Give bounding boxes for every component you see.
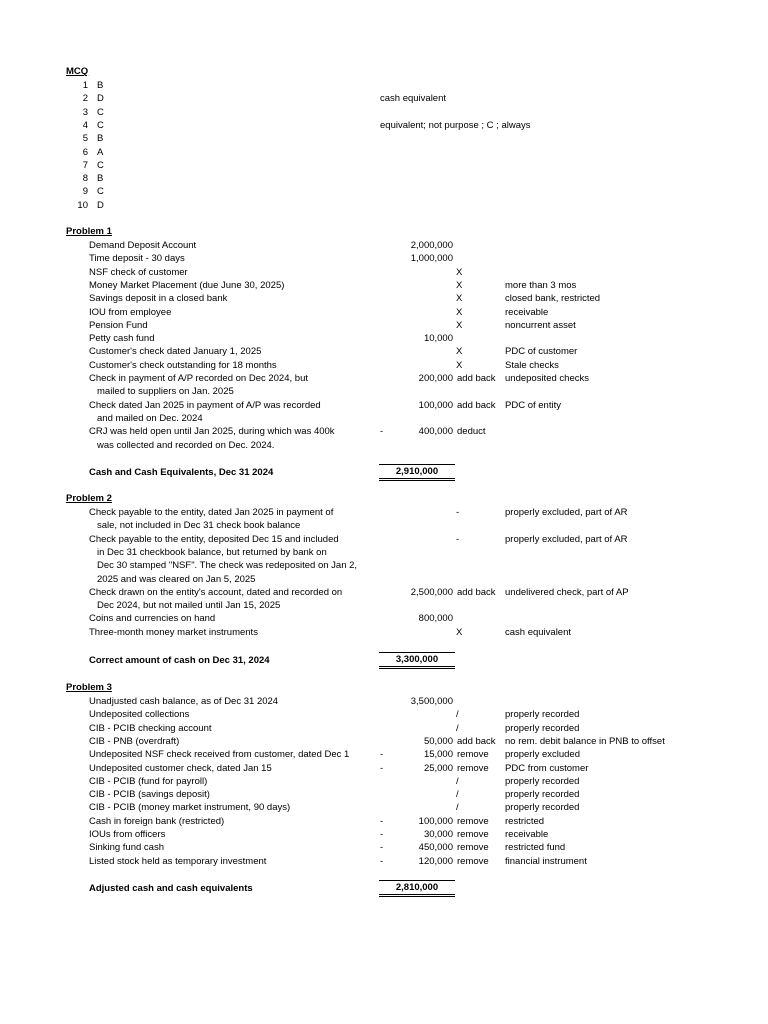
mcq-number: 9 [82, 186, 88, 198]
row-amount: 25,000 [423, 762, 453, 774]
row-label: Undeposited collections [89, 709, 190, 721]
sign-mark: - [380, 749, 384, 761]
exclusion-mark: X [456, 359, 463, 371]
adjustment-note: remove [457, 762, 489, 774]
row-remark: properly excluded, part of AR [505, 533, 628, 545]
row-remark: properly excluded [505, 749, 580, 761]
row-remark: properly recorded [505, 789, 580, 801]
adjustment-note: add back [457, 735, 496, 747]
exclusion-mark: X [456, 293, 463, 305]
problem2-total: 3,300,000 [379, 652, 455, 669]
mcq-answer: C [97, 186, 104, 198]
row-remark: noncurrent asset [505, 319, 576, 331]
adjustment-note: remove [457, 749, 489, 761]
row-remark: properly recorded [505, 722, 580, 734]
row-amount: 120,000 [418, 855, 453, 867]
row-label: Three-month money market instruments [89, 626, 258, 638]
row-label: Unadjusted cash balance, as of Dec 31 2024 [89, 696, 279, 707]
row-remark: PDC of customer [505, 346, 578, 358]
exclusion-mark: / [456, 709, 459, 721]
exclusion-mark: / [456, 722, 459, 734]
problem3-total: 2,810,000 [379, 880, 455, 897]
row-amount: 30,000 [423, 829, 453, 840]
row-amount: 100,000 [418, 815, 453, 827]
exclusion-mark: X [456, 306, 463, 318]
row-remark: PDC of entity [505, 399, 561, 411]
row-label: Undeposited customer check, dated Jan 15 [89, 762, 272, 774]
mcq-number: 10 [77, 199, 88, 211]
sign-mark: - [380, 426, 384, 438]
mcq-number: 2 [82, 93, 88, 105]
row-label: Time deposit - 30 days [89, 253, 185, 265]
row-label: CIB - PCIB (fund for payroll) [89, 775, 208, 787]
sign-mark: - [380, 815, 384, 827]
adjustment-note: remove [457, 829, 489, 840]
mcq-answer: A [97, 146, 104, 158]
problem3-total-label: Adjusted cash and cash equivalents [89, 883, 253, 894]
row-label: CIB - PCIB checking account [89, 722, 212, 734]
exclusion-mark: X [456, 266, 463, 278]
row-remark: financial instrument [505, 855, 587, 867]
row-remark: receivable [505, 829, 549, 840]
row-label: Check payable to the entity, dated Jan 2025 in payment of [89, 507, 334, 518]
row-remark: PDC from customer [505, 762, 589, 774]
mcq-number: 7 [82, 159, 88, 171]
row-label-continued: Dec 30 stamped "NSF". The check was redeposited on Jan 2, [97, 560, 358, 572]
row-label: Coins and currencies on hand [89, 613, 216, 625]
exclusion-mark: X [456, 319, 463, 331]
exclusion-mark: - [456, 533, 460, 545]
mcq-number: 3 [82, 106, 88, 118]
sign-mark: - [380, 762, 384, 774]
exclusion-mark: X [456, 279, 463, 291]
row-remark: receivable [505, 306, 549, 318]
row-label: Petty cash fund [89, 333, 155, 345]
row-label: CRJ was held open until Jan 2025, during which was 400k [89, 426, 335, 438]
row-label: Listed stock held as temporary investment [89, 855, 267, 867]
row-label-continued: Dec 2024, but not mailed until Jan 15, 2025 [97, 600, 281, 612]
row-label: IOUs from officers [89, 829, 166, 840]
mcq-number: 5 [82, 133, 88, 145]
mcq-note: cash equivalent [380, 93, 447, 105]
row-label: CIB - PCIB (savings deposit) [89, 789, 210, 801]
row-amount: 1,000,000 [410, 253, 453, 265]
row-remark: undelivered check, part of AP [505, 586, 629, 598]
row-label: Savings deposit in a closed bank [89, 293, 228, 305]
mcq-number: 8 [82, 173, 88, 185]
row-label: NSF check of customer [89, 266, 188, 278]
problem1-total-label: Cash and Cash Equivalents, Dec 31 2024 [89, 467, 274, 478]
row-amount: 100,000 [418, 399, 453, 411]
mcq-answer: D [97, 199, 104, 211]
row-remark: restricted [505, 815, 545, 827]
adjustment-note: deduct [457, 426, 486, 438]
mcq-answer: B [97, 173, 104, 185]
adjustment-note: add back [457, 586, 496, 598]
row-label: Undeposited NSF check received from customer, dated Dec 1 [89, 749, 350, 761]
row-label: Cash in foreign bank (restricted) [89, 815, 225, 827]
mcq-answer: B [97, 80, 104, 91]
row-remark: properly excluded, part of AR [505, 507, 628, 518]
mcq-answer: C [97, 106, 104, 118]
row-label-continued: mailed to suppliers on Jan. 2025 [97, 386, 234, 398]
row-label: CIB - PNB (overdraft) [89, 735, 180, 747]
row-label: Customer's check dated January 1, 2025 [89, 346, 262, 358]
row-amount: 15,000 [423, 749, 453, 761]
sign-mark: - [380, 842, 384, 854]
row-amount: 800,000 [418, 613, 453, 625]
exclusion-mark: / [456, 802, 459, 814]
row-label-continued: in Dec 31 checkbook balance, but returned by bank on [97, 546, 327, 558]
row-label-continued: was collected and recorded on Dec. 2024. [97, 439, 275, 451]
row-label: CIB - PCIB (money market instrument, 90 days) [89, 802, 291, 814]
problem2-total-label: Correct amount of cash on Dec 31, 2024 [89, 655, 270, 666]
adjustment-note: add back [457, 373, 496, 384]
row-label-continued: and mailed on Dec. 2024 [97, 412, 203, 424]
row-amount: 200,000 [418, 373, 453, 384]
row-amount: 2,500,000 [410, 586, 453, 598]
row-amount: 10,000 [423, 333, 453, 345]
mcq-number: 4 [82, 119, 88, 131]
problem1-heading: Problem 1 [66, 226, 112, 237]
problem1-total: 2,910,000 [379, 464, 455, 481]
exclusion-mark: X [456, 626, 463, 638]
adjustment-note: remove [457, 842, 489, 854]
row-label: Check payable to the entity, deposited Dec 15 and included [89, 533, 339, 545]
row-remark: properly recorded [505, 802, 580, 814]
row-label: Check dated Jan 2025 in payment of A/P was recorded [89, 399, 321, 411]
row-label: Check drawn on the entity's account, dated and recorded on [89, 586, 343, 598]
mcq-answer: D [97, 93, 104, 105]
mcq-number: 6 [82, 146, 88, 158]
row-remark: closed bank, restricted [505, 293, 601, 305]
sign-mark: - [380, 829, 384, 840]
row-remark: Stale checks [505, 359, 559, 371]
row-label: Demand Deposit Account [89, 240, 197, 251]
mcq-number: 1 [82, 80, 88, 91]
exclusion-mark: - [456, 507, 460, 518]
problem3-heading: Problem 3 [66, 682, 112, 693]
row-label-continued: 2025 and was cleared on Jan 5, 2025 [97, 573, 256, 585]
mcq-heading: MCQ [66, 66, 89, 77]
row-label: Money Market Placement (due June 30, 2025) [89, 279, 285, 291]
row-label: Sinking fund cash [89, 842, 164, 854]
row-amount: 400,000 [418, 426, 453, 438]
row-remark: more than 3 mos [505, 279, 577, 291]
row-label: Customer's check outstanding for 18 months [89, 359, 277, 371]
row-amount: 3,500,000 [410, 696, 453, 707]
adjustment-note: remove [457, 815, 489, 827]
problem2-heading: Problem 2 [66, 493, 112, 504]
row-remark: restricted fund [505, 842, 566, 854]
exclusion-mark: / [456, 775, 459, 787]
row-amount: 450,000 [418, 842, 453, 854]
adjustment-note: add back [457, 399, 496, 411]
row-remark: properly recorded [505, 709, 580, 721]
mcq-answer: C [97, 159, 104, 171]
row-remark: no rem. debit balance in PNB to offset [505, 735, 665, 747]
row-label: IOU from employee [89, 306, 172, 318]
adjustment-note: remove [457, 855, 489, 867]
row-remark: properly recorded [505, 775, 580, 787]
row-amount: 2,000,000 [410, 240, 453, 251]
row-label: Check in payment of A/P recorded on Dec 2024, but [89, 373, 308, 384]
exclusion-mark: / [456, 789, 459, 801]
row-label: Pension Fund [89, 319, 148, 331]
mcq-answer: C [97, 119, 104, 131]
row-remark: undeposited checks [505, 373, 589, 384]
exclusion-mark: X [456, 346, 463, 358]
row-amount: 50,000 [423, 735, 453, 747]
sign-mark: - [380, 855, 384, 867]
mcq-note: equivalent; not purpose ; C ; always [380, 119, 531, 131]
row-remark: cash equivalent [505, 626, 572, 638]
mcq-answer: B [97, 133, 104, 145]
row-label-continued: sale, not included in Dec 31 check book balance [97, 520, 301, 532]
